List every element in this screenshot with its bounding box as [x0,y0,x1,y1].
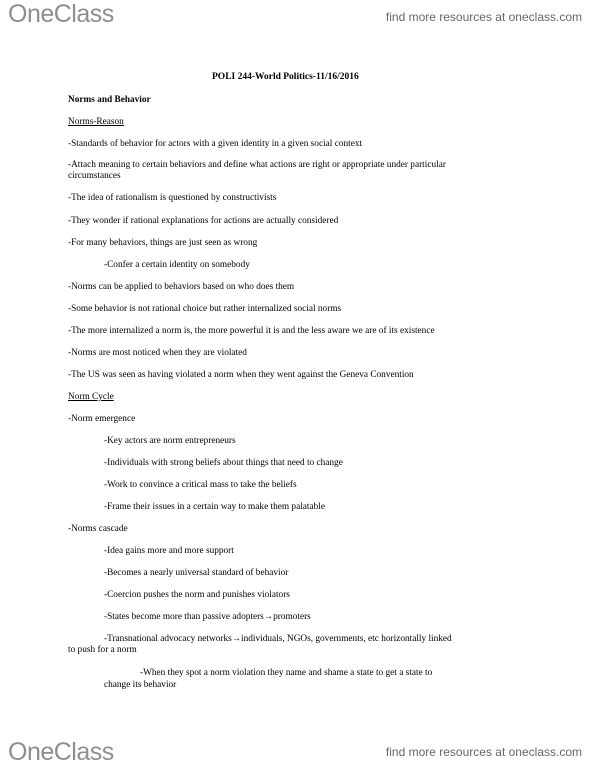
list-item: -Some behavior is not rational choice but rather internalized social norms [68,304,342,314]
list-item: -Frame their issues in a certain way to make them palatable [104,502,325,512]
document-title: POLI 244-World Politics-11/16/2016 [212,72,359,82]
list-item: -Idea gains more and more support [104,546,234,556]
list-item: circumstances [68,171,121,181]
page-footer [0,735,595,770]
list-item: -Standards of behavior for actors with a given identity in a given social context [68,139,363,149]
list-item: -Norm emergence [68,414,136,424]
list-item: -Norms cascade [68,524,128,534]
list-item: -States become more than passive adopters→promoters [104,612,311,622]
norms-reason-heading: Norms-Reason [68,117,124,127]
list-item: -When they spot a norm violation they name and shame a state to get a state to [140,668,433,678]
list-item: -The more internalized a norm is, the more powerful it is and the less aware we are of its existence [68,326,435,336]
list-item: -Key actors are norm entrepreneurs [104,436,236,446]
oneclass-logo[interactable]: OneClass [8,0,114,28]
list-item: -The US was seen as having violated a norm when they went against the Geneva Convention [68,370,414,380]
list-item: -Transnational advocacy networks→individuals, NGOs, governments, etc horizontally linked [104,634,452,644]
list-item: -Individuals with strong beliefs about things that need to change [104,458,343,468]
list-item: -Work to convince a critical mass to take the beliefs [104,480,297,490]
list-item: -Confer a certain identity on somebody [104,260,250,270]
list-item: change its behavior [104,680,177,690]
list-item: -Becomes a nearly universal standard of behavior [104,568,289,578]
list-item: -Norms can be applied to behaviors based on who does them [68,282,295,292]
section-heading: Norms and Behavior [68,95,151,105]
oneclass-logo[interactable]: OneClass [8,738,114,766]
list-item: -The idea of rationalism is questioned by constructivists [68,193,277,203]
list-item: -Attach meaning to certain behaviors and define what actions are right or appropriate under particular [68,160,446,170]
list-item: to push for a norm [68,645,137,655]
header-tagline[interactable]: find more resources at oneclass.com [385,10,582,24]
list-item: -They wonder if rational explanations for actions are actually considered [68,216,339,226]
list-item: -Coercion pushes the norm and punishes violators [104,590,290,600]
footer-tagline[interactable]: find more resources at oneclass.com [385,745,582,759]
list-item: -For many behaviors, things are just seen as wrong [68,238,258,248]
list-item: -Norms are most noticed when they are violated [68,348,247,358]
norm-cycle-heading: Norm Cycle [68,392,114,402]
